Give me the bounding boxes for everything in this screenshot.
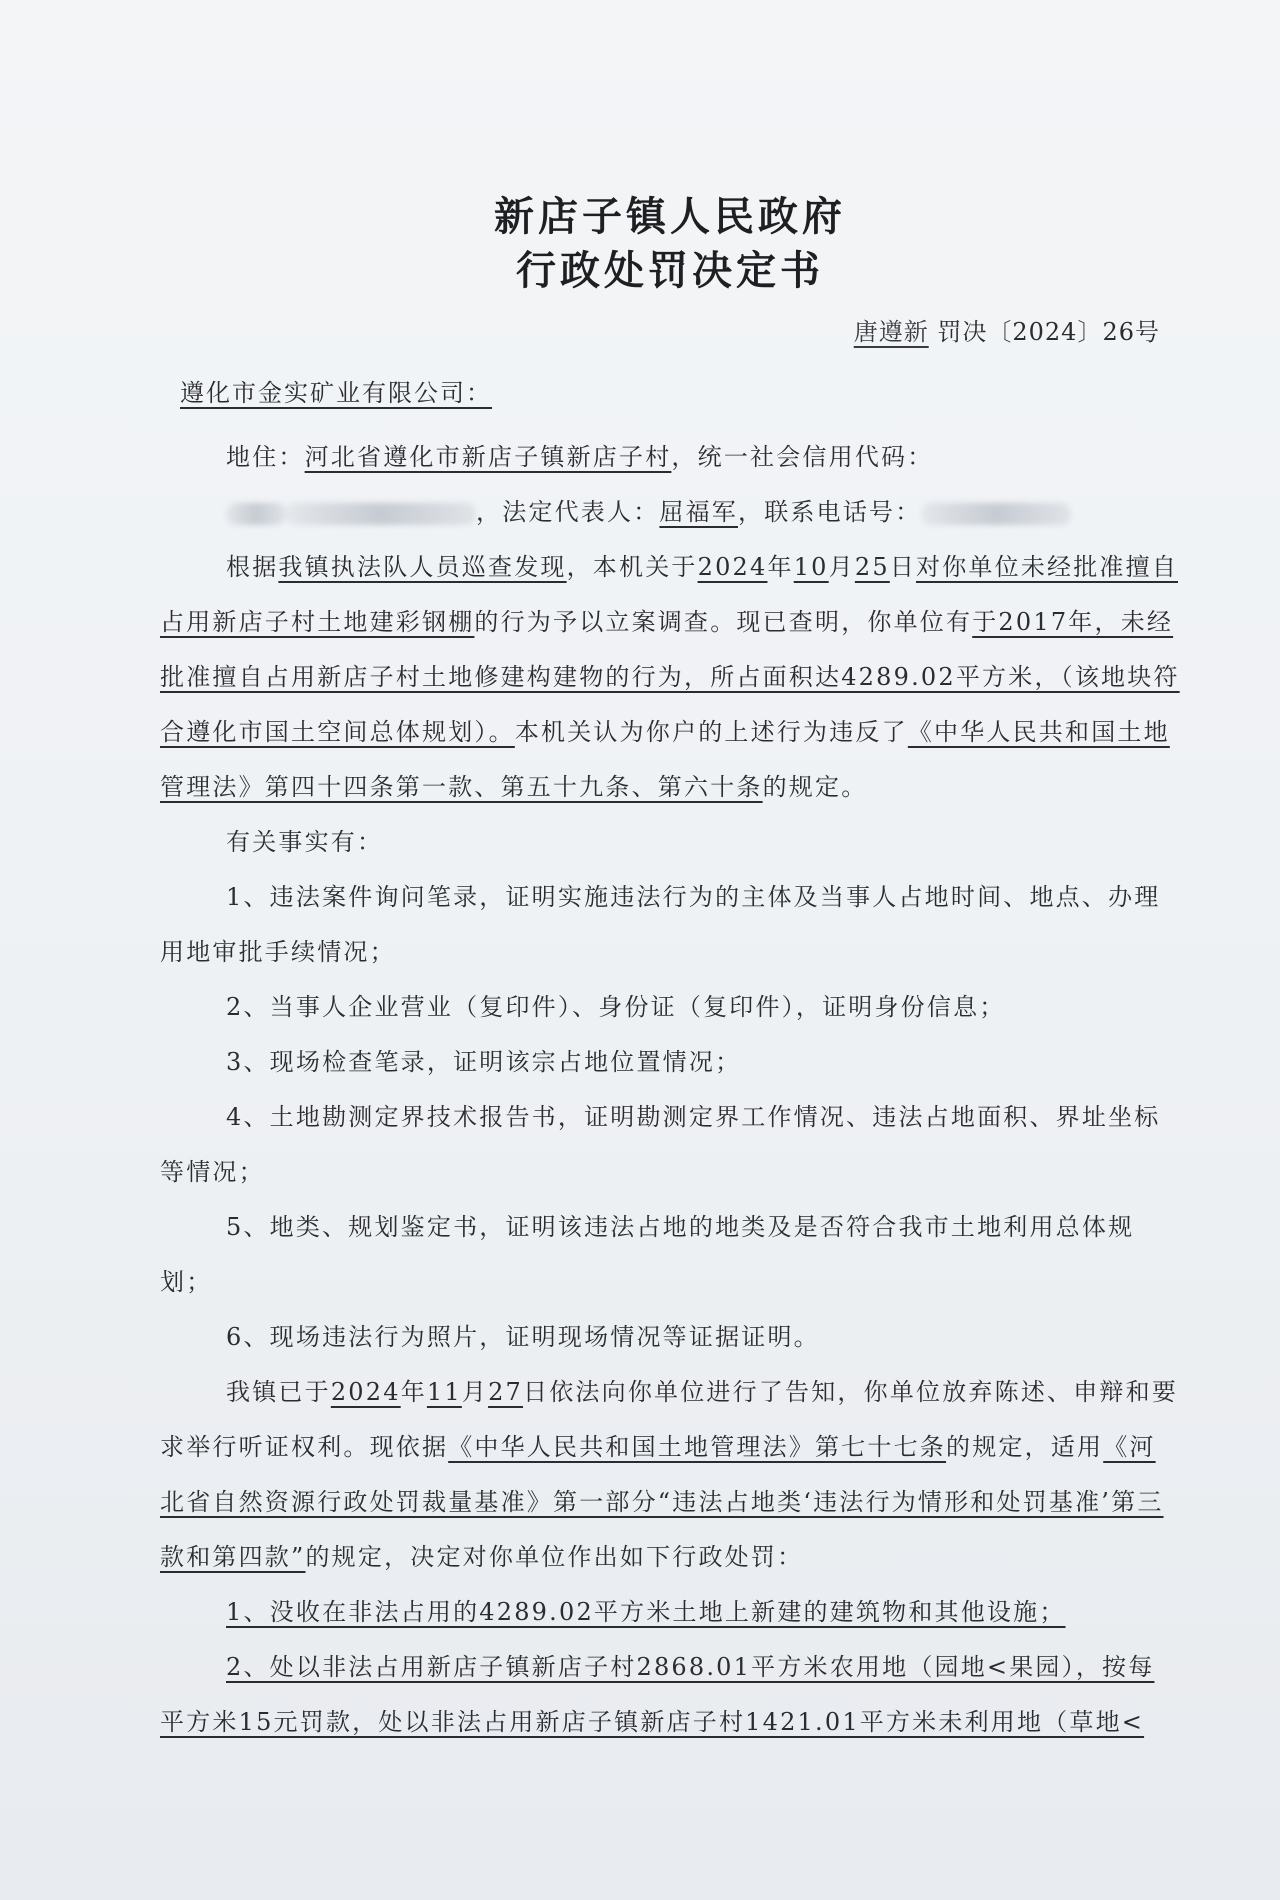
para1-text: 的行为予以立案调查。现已查明，你单位有: [474, 608, 973, 636]
rep-label: ，法定代表人：: [476, 498, 660, 526]
para1-text: ，本机关于: [566, 553, 698, 581]
penalty-item-1: 1、没收在非法占用的4289.02平方米土地上新建的建筑物和其他设施；: [226, 1598, 1066, 1626]
redacted-credit-code: [226, 503, 286, 525]
para2-text: 年: [400, 1378, 427, 1406]
findings-paragraph: [160, 540, 1180, 815]
para1-violation: 对你单位未经批准擅自占用新店子村土地建彩钢棚: [160, 553, 1179, 636]
para2-day: 27: [488, 1378, 524, 1406]
para1-text: 年: [767, 553, 794, 581]
fact-item: 4、土地勘测定界技术报告书，证明勘测定界工作情况、违法占地面积、界址坐标等情况；: [160, 1103, 1161, 1186]
rep-name: 屈福军: [659, 498, 739, 526]
fact-item: 5、地类、规划鉴定书，证明该违法占地的地类及是否符合我市土地利用总体规划；: [160, 1213, 1135, 1296]
document-title-issuer: 新店子镇人民政府: [494, 193, 846, 240]
para2-month: 11: [426, 1378, 462, 1406]
para1-law-cited: 《中华人民共和国土地管理法》第四十四条第一款、第五十九条、第六十条: [160, 718, 1170, 801]
representative-line: [160, 485, 1180, 540]
para2-standard-cited: 《河北省自然资源行政处罚裁量基准》第一部分“违法占地类‘违法行为情形和处罚基准’第三款和第四款”: [160, 1433, 1164, 1571]
para1-text: 月: [828, 553, 855, 581]
para1-text: 根据: [226, 553, 279, 581]
para1-text: 本机关认为你户的上述行为违反了: [514, 718, 908, 746]
phone-label: ，联系电话号：: [738, 498, 922, 526]
fact-item: 1、违法案件询问笔录，证明实施违法行为的主体及当事人占地时间、地点、办理用地审批手续情况；: [160, 883, 1161, 966]
para1-inspector: 我镇执法队人员巡查发现: [278, 553, 567, 581]
fact-item: 6、现场违法行为照片，证明现场情况等证据证明。: [226, 1323, 820, 1351]
decision-paragraph: [160, 1365, 1180, 1585]
para2-text: 月: [461, 1378, 489, 1406]
para1-text: 的规定。: [762, 773, 868, 801]
para2-text: 我镇已于: [226, 1378, 331, 1406]
address-value: 河北省遵化市新店子镇新店子村: [304, 443, 672, 471]
para1-month: 10: [793, 553, 829, 581]
para1-day: 25: [854, 553, 890, 581]
document-title-type: 行政处罚决定书: [516, 247, 824, 294]
document-number-rest: 罚决〔2024〕26号: [937, 318, 1160, 346]
facts-heading: 有关事实有：: [226, 828, 384, 856]
para2-text: 的规定，适用: [946, 1433, 1104, 1461]
credit-code-label: ，统一社会信用代码：: [671, 443, 934, 471]
redacted-credit-code-2: [286, 503, 476, 525]
recipient-company: 遵化市金实矿业有限公司：: [180, 379, 492, 407]
para2-law-cited: 《中华人民共和国土地管理法》第七十七条: [448, 1433, 947, 1461]
address-label: 地住：: [226, 443, 305, 471]
address-line: [160, 430, 1180, 485]
para1-text: 日: [889, 553, 917, 581]
document-number: [160, 312, 1180, 347]
fact-item: 2、当事人企业营业（复印件）、身份证（复印件），证明身份信息；: [226, 993, 1006, 1021]
para2-text: 日依法向你单位进行了告知，你单位放弃陈述、申辩和要求举行听证权利。现依据: [160, 1378, 1179, 1461]
para2-year: 2024: [330, 1378, 401, 1406]
para1-year: 2024: [697, 553, 768, 581]
penalty-item-2: 2、处以非法占用新店子镇新店子村2868.01平方米农用地（园地<果园），按每平方米15元罚款，处以非法占用新店子镇新店子村1421.01平方米未利用地（草地<: [160, 1653, 1155, 1736]
para2-text: 的规定，决定对你单位作出如下行政处罚：: [305, 1543, 804, 1571]
redacted-phone: [921, 503, 1071, 525]
fact-item: 3、现场检查笔录，证明该宗占地位置情况；: [226, 1048, 742, 1076]
document-number-prefix: 唐遵新: [853, 318, 929, 346]
para1-finding: 于2017年，未经批准擅自占用新店子村土地修建构建物的行为，所占面积达4289.02平方米，（该地块符合遵化市国土空间总体规划）。: [160, 608, 1180, 746]
